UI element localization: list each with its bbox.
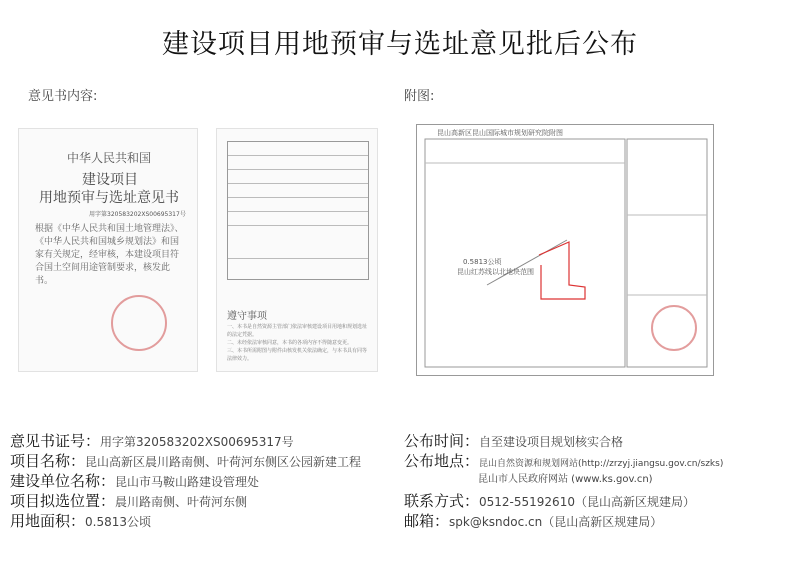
info-row-publish-place: 公布地点：昆山自然资源和规划网站(http://zrzyj.jiangsu.gov.cn/szks) [404,452,724,470]
site-map [416,124,714,376]
info-row-publish-time: 公布时间：自至建设项目规划核实合格 [404,432,624,450]
doc-heading1: 建设项目 [82,172,138,188]
info-row-project-name: 项目名称：昆山高新区晨川路南侧、叶荷河东侧区公园新建工程 [10,452,362,470]
note-item: 二、未经依法审核同意，本书的各项内容不得随意变更。 [227,340,353,346]
notes-title: 遵守事项 [227,311,267,322]
info-row-publish-place-2: 昆山市人民政府网站 (www.ks.gov.cn) [478,474,653,485]
map-area-label: 0.5813公顷 [463,258,502,266]
opinion-content-label: 意见书内容: [28,89,98,104]
info-row-email: 邮箱：spk@ksndoc.cn（昆山高新区规建局） [404,512,663,530]
page-title: 建设项目用地预审与选址意见批后公布 [162,29,638,60]
opinion-page-back [216,128,378,372]
info-row-location: 项目拟选位置：晨川路南侧、叶荷河东侧 [10,492,248,510]
map-seal [651,305,697,351]
info-row-license: 意见书证号：用字第320583202XS00695317号 [10,432,294,450]
attached-map-label: 附图: [404,89,435,104]
map-header: 昆山高新区昆山国际城市规划研究院附图 [437,129,563,137]
doc-heading2: 用地预审与选址意见书 [39,190,179,206]
note-item: 三、本书所需附图与附件由核发机关依法确定，与本书具有同等法律效力。 [227,348,368,362]
info-row-area: 用地面积：0.5813公顷 [10,512,152,530]
info-row-contact: 联系方式：0512-55192610（昆山高新区规建局） [404,492,695,510]
official-seal [111,295,167,351]
doc-number: 用字第320583202XS00695317号 [89,211,186,218]
info-row-builder: 建设单位名称：昆山市马鞍山路建设管理处 [10,472,260,490]
doc-body: 根据《中华人民共和国土地管理法》、《中华人民共和国城乡规划法》和国家有关规定，经审核，本建设项目符合国土空间用途管制要求，核发此书。 [35,224,184,286]
note-item: 一、本书是自然资源主管部门依法审核建设项目用地和规划选址的法定凭据。 [227,324,368,338]
map-area-sublabel: 昆山红苏线以北地块范围 [457,268,534,276]
opinion-page-front [18,128,198,372]
project-table [227,141,369,280]
doc-country: 中华人民共和国 [67,151,152,165]
